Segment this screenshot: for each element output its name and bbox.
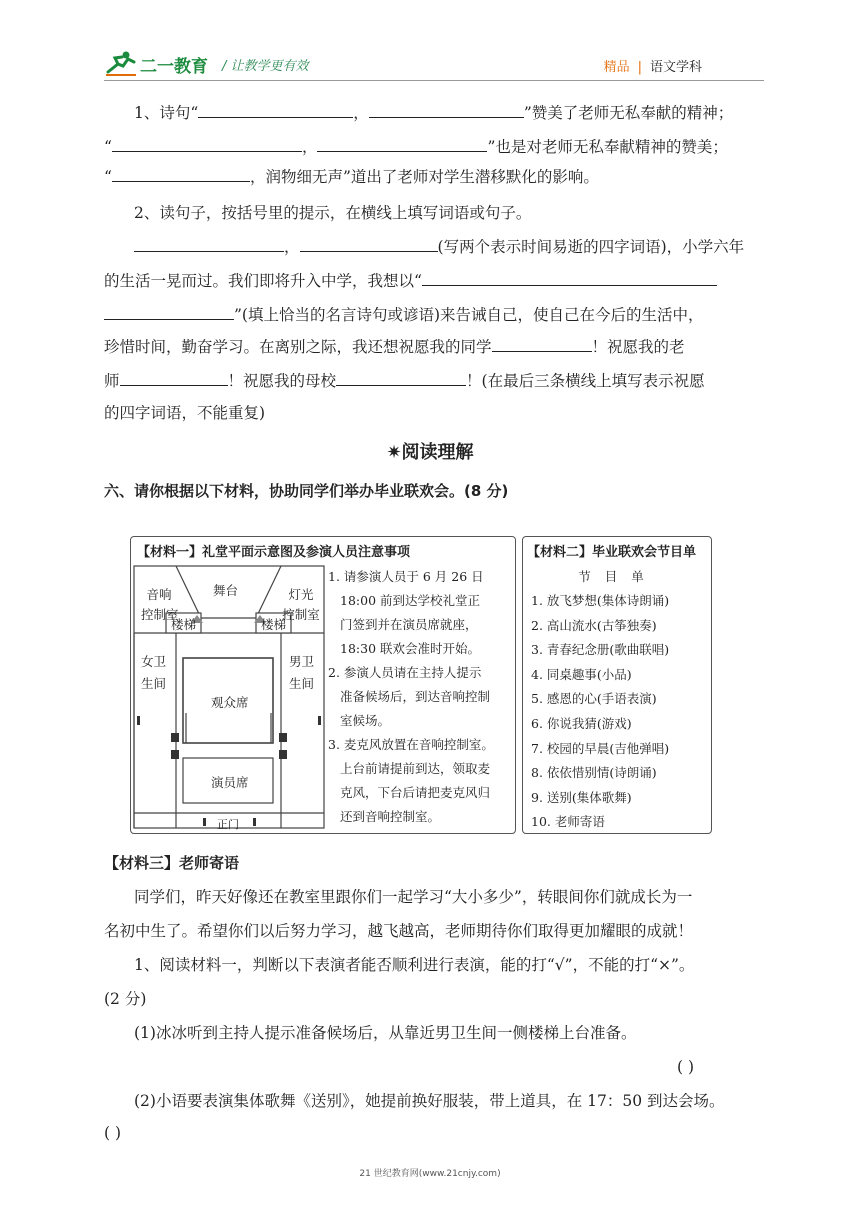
q2-text: 珍惜时间，勤奋学习。在离别之际，我还想祝愿我的同学 <box>104 338 492 356</box>
q1-text: 1、诗句“ <box>134 104 199 122</box>
runner-logo-icon <box>104 50 138 76</box>
answer-blank[interactable] <box>422 267 717 286</box>
q2-line4 <box>104 330 764 364</box>
program-list <box>531 589 669 835</box>
materials-figure <box>130 536 712 834</box>
material2-title: 【材料二】毕业联欢会节目单 <box>527 545 697 560</box>
plan-label-sound-room: 音响 控制室 <box>141 587 179 622</box>
header-divider <box>104 80 764 81</box>
note-line: 18:30 联欢会准时开始。 <box>340 641 480 656</box>
material1-box <box>130 536 516 834</box>
q2-line1 <box>104 230 764 264</box>
material3-p1: 同学们，昨天好像还在教室里跟你们一起学习“大小多少”，转眼间你们就成长为一 <box>134 888 693 906</box>
answer-blank[interactable] <box>492 333 592 352</box>
q2-line6: 的四字词语，不能重复) <box>104 404 266 422</box>
q2-line2 <box>104 264 764 298</box>
q1-text: ”也是对老师无私奉献精神的赞美； <box>487 138 728 156</box>
sub1-item1: (1)冰冰听到主持人提示准备候场后，从靠近男卫生间一侧楼梯上台准备。 <box>134 1024 637 1042</box>
program-heading: 节目单 <box>578 569 658 584</box>
q1-line1 <box>104 96 764 130</box>
section-title: ✷阅读理解 <box>386 442 474 463</box>
q2-text: 师 <box>104 372 120 390</box>
note-line: 2. 参演人员请在主持人提示 <box>328 665 482 680</box>
material1-title: 【材料一】礼堂平面示意图及参演人员注意事项 <box>137 545 411 560</box>
note-line: 3. 麦克风放置在音响控制室。 <box>328 737 494 752</box>
q1-line2 <box>104 130 764 164</box>
material1-notes <box>328 565 516 829</box>
answer-blank[interactable] <box>104 301 234 320</box>
q2-line3 <box>104 298 764 332</box>
material3-p2: 名初中生了。希望你们以后努力学习，越飞越高，老师期待你们取得更加耀眼的成就！ <box>104 922 694 940</box>
floor-plan <box>131 563 327 835</box>
note-line: 门签到并在演员席就座， <box>340 617 478 632</box>
q2-line5 <box>104 364 764 398</box>
logo-text: 二一教育 <box>140 57 208 77</box>
answer-blank[interactable] <box>120 367 228 386</box>
plan-label-audience: 观众席 <box>211 695 249 710</box>
q2-intro: 2、读句子，按括号里的提示，在横线上填写词语或句子。 <box>134 204 532 222</box>
note-line: 上台前请提前到达，领取麦 <box>340 761 491 776</box>
q1-text: ， <box>353 104 369 122</box>
program-item: 7. 校园的早晨(吉他弹唱) <box>531 740 670 756</box>
answer-blank[interactable] <box>112 133 302 152</box>
slogan: / 让教学更有效 <box>222 59 309 74</box>
plan-label-stairs-left: 楼梯 <box>171 617 197 632</box>
q6-title: 六、请你根据以下材料，协助同学们举办毕业联欢会。(8 分) <box>104 482 509 500</box>
answer-blank[interactable] <box>112 163 250 182</box>
q1-text: ， <box>301 138 318 156</box>
note-line: 18:00 前到达学校礼堂正 <box>340 593 480 608</box>
material3-title: 【材料三】老师寄语 <box>104 854 240 872</box>
brand-quality: 精品 <box>603 60 630 75</box>
q2-text: ”(填上恰当的名言诗句或谚语)来告诫自己，使自己在今后的生活中， <box>234 306 704 324</box>
program-item: 5. 感恩的心(手语表演) <box>531 691 657 707</box>
plan-label-main-gate: 正门 <box>217 818 239 831</box>
brand-separator: | <box>637 60 642 75</box>
q1-text: “ <box>104 138 112 156</box>
q1-text: ，润物细无声”道出了老师对学生潜移默化的影响。 <box>249 168 599 186</box>
plan-label-stairs-right: 楼梯 <box>261 617 287 632</box>
note-line: 克风，下台后请把麦克风归 <box>340 785 491 800</box>
q2-text: ！(在最后三条横线上填写表示祝愿 <box>466 372 705 390</box>
page-header <box>0 0 860 90</box>
q1-text: “ <box>104 168 112 186</box>
answer-blank[interactable] <box>134 233 284 252</box>
material2-box <box>522 536 712 834</box>
q2-text: ！祝愿我的老 <box>591 338 685 356</box>
plan-label-men-wc: 男卫 生间 <box>289 654 315 691</box>
sub1-item1-answer[interactable]: ( ) <box>676 1058 694 1076</box>
program-item: 4. 同桌趣事(小品) <box>531 666 632 682</box>
answer-blank[interactable] <box>336 367 466 386</box>
sub1-item2: (2)小语要表演集体歌舞《送别》，她提前换好服装，带上道具，在 17：50 到达会场。 <box>134 1092 725 1110</box>
page-footer: 21 世纪教育网(www.21cnjy.com) <box>359 1169 501 1179</box>
sub1-score: (2 分) <box>104 990 147 1008</box>
program-item: 1. 放飞梦想(集体诗朗诵) <box>531 593 670 608</box>
program-item: 9. 送别(集体歌舞) <box>531 789 632 805</box>
q1-line3 <box>104 160 764 194</box>
note-line: 还到音响控制室。 <box>340 809 441 824</box>
note-line: 准备候场后，到达音响控制 <box>340 689 491 704</box>
note-line: 室候场。 <box>340 713 391 728</box>
answer-blank[interactable] <box>369 99 524 118</box>
answer-blank[interactable] <box>317 133 487 152</box>
answer-blank[interactable] <box>198 99 353 118</box>
plan-label-light-room: 灯光 控制室 <box>282 587 320 622</box>
sub1-question: 1、阅读材料一，判断以下表演者能否顺利进行表演，能的打“√”，不能的打“×”。 <box>134 956 695 974</box>
plan-label-performers: 演员席 <box>211 775 249 790</box>
q1-text: ”赞美了老师无私奉献的精神； <box>523 104 734 122</box>
note-line: 1. 请参演人员于 6 月 26 日 <box>328 569 484 584</box>
q2-text: ， <box>284 238 300 256</box>
program-item: 3. 青春纪念册(歌曲联唱) <box>531 642 670 658</box>
plan-label-women-wc: 女卫 生间 <box>141 654 167 691</box>
q2-text: ！祝愿我的母校 <box>227 372 337 390</box>
program-item: 2. 高山流水(古筝独奏) <box>531 617 657 633</box>
brand-label <box>604 56 702 75</box>
q2-text: (写两个表示时间易逝的四字词语)，小学六年 <box>437 238 745 256</box>
brand-subject: 语文学科 <box>649 60 702 75</box>
answer-blank[interactable] <box>300 233 438 252</box>
program-item: 8. 依依惜别情(诗朗诵) <box>531 765 657 781</box>
program-item: 6. 你说我猜(游戏) <box>531 715 632 731</box>
q2-text: 的生活一晃而过。我们即将升入中学，我想以“ <box>104 272 422 290</box>
program-item: 10. 老师寄语 <box>531 814 605 830</box>
sub1-item2-answer[interactable]: ( ) <box>104 1124 122 1142</box>
plan-label-stage: 舞台 <box>213 583 239 598</box>
